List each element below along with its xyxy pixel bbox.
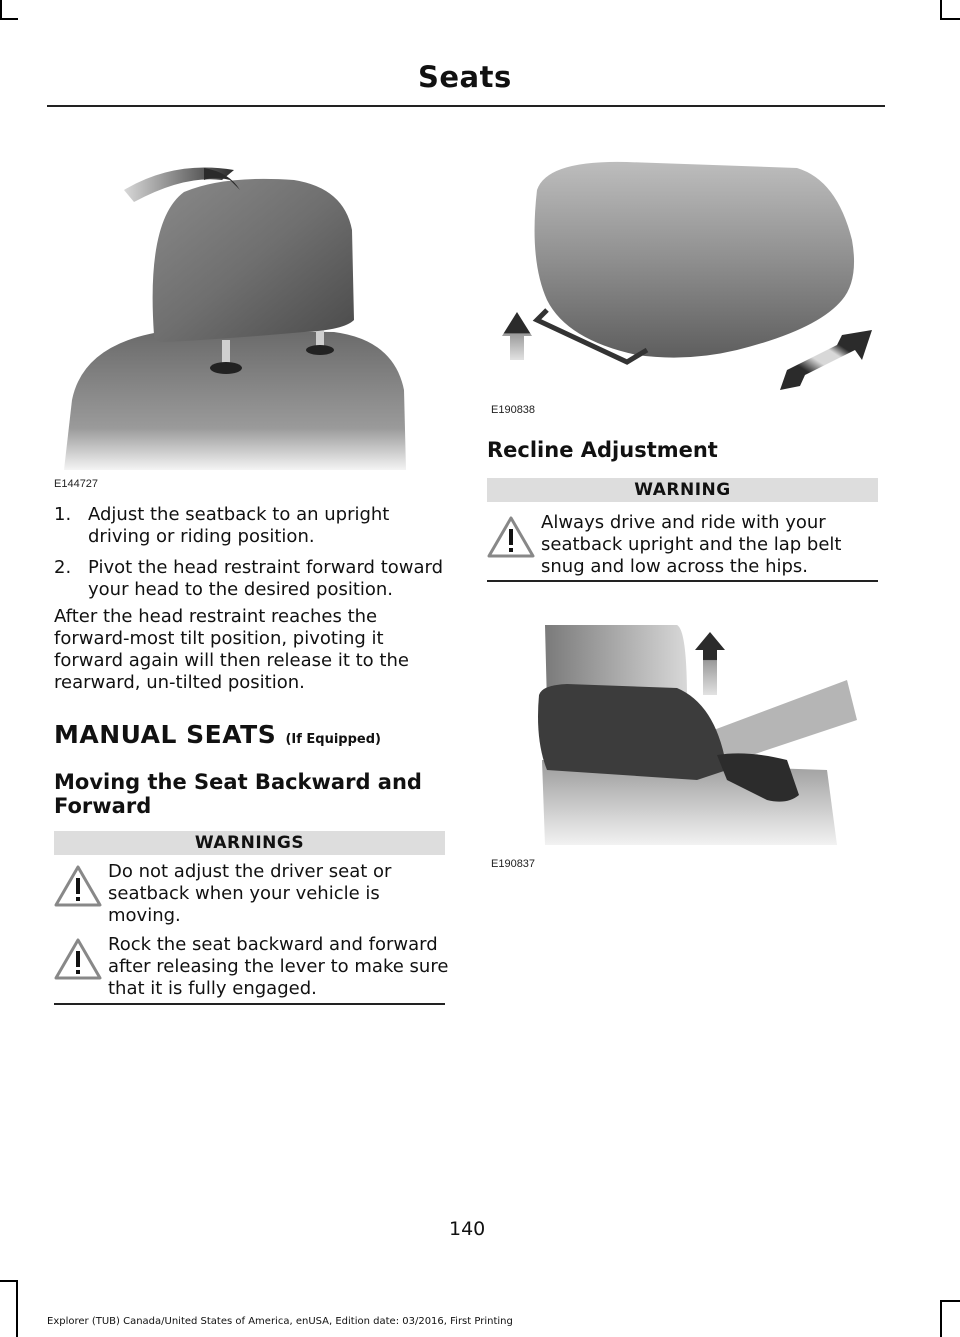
- warning-item: [54, 861, 454, 931]
- recline-svg: [487, 620, 883, 845]
- warnings-header: WARNINGS: [54, 831, 445, 855]
- headrest-illustration: [54, 150, 450, 490]
- section-title: MANUAL SEATS: [54, 720, 277, 749]
- seat-cushion-svg: [487, 150, 883, 400]
- warning-item: [487, 512, 887, 582]
- step-number: 1.: [54, 504, 72, 525]
- instruction-steps: [54, 504, 450, 610]
- crop-mark: [940, 1300, 942, 1337]
- section-qualifier: (If Equipped): [285, 732, 381, 747]
- crop-mark: [940, 18, 960, 20]
- step-number: 2.: [54, 557, 72, 578]
- list-item: [54, 557, 450, 601]
- crop-mark: [940, 1300, 960, 1302]
- warning-triangle-icon: [54, 865, 102, 907]
- warning-text: Always drive and ride with your seatback upright and the lap belt snug and low across the hips.: [541, 512, 842, 577]
- recline-illustration: [487, 620, 883, 880]
- section-heading: [54, 720, 381, 749]
- warning-text: Do not adjust the driver seat or seatback when your vehicle is moving.: [108, 861, 392, 926]
- crop-mark: [16, 1280, 18, 1337]
- header-rule: [47, 105, 885, 107]
- step-text: Pivot the head restraint forward toward your head to the desired position.: [88, 557, 444, 600]
- warning-item: [54, 934, 454, 1004]
- headrest-svg: [54, 150, 450, 470]
- warning-rule: [487, 580, 878, 582]
- page-number: 140: [449, 1218, 486, 1240]
- page-title: Seats: [418, 60, 512, 94]
- subsection-heading: Recline Adjustment: [487, 438, 718, 462]
- figure-label: E144727: [54, 478, 99, 490]
- list-item: [54, 504, 450, 548]
- figure-label: E190837: [491, 858, 536, 870]
- body-paragraph: After the head restraint reaches the forward-most tilt position, pivoting it forward again will then release it to the rearward, un-tilted position.: [54, 606, 409, 693]
- warnings-rule: [54, 1003, 445, 1005]
- crop-mark: [0, 0, 2, 18]
- warning-text: Rock the seat backward and forward after releasing the lever to make sure that it is fully engaged.: [108, 934, 449, 999]
- subsection-heading: Moving the Seat Backward and Forward: [54, 770, 422, 818]
- figure-label: E190838: [491, 404, 536, 416]
- crop-mark: [0, 18, 18, 20]
- warning-triangle-icon: [487, 516, 535, 558]
- crop-mark: [940, 0, 942, 18]
- seat-cushion-illustration: [487, 150, 883, 420]
- warning-triangle-icon: [54, 938, 102, 980]
- warning-header: WARNING: [487, 478, 878, 502]
- step-text: Adjust the seatback to an upright driving or riding position.: [88, 504, 390, 547]
- footer-text: Explorer (TUB) Canada/United States of America, enUSA, Edition date: 03/2016, First Printing: [47, 1316, 513, 1327]
- crop-mark: [0, 1280, 18, 1282]
